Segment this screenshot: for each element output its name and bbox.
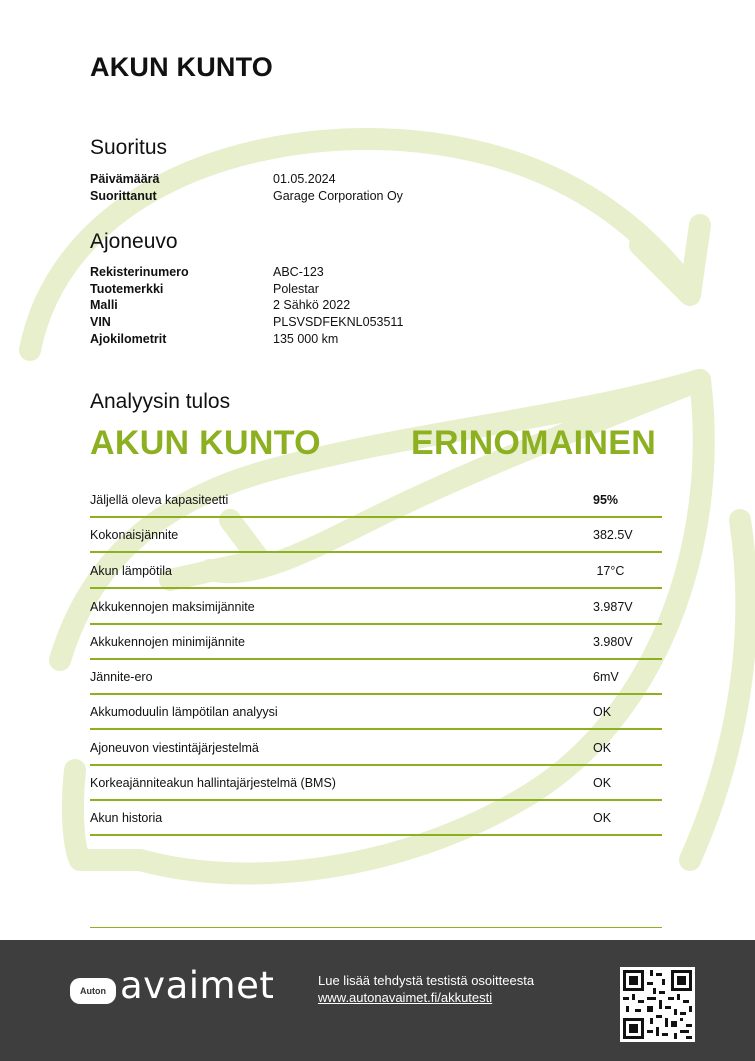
field-value: 135 000 km: [273, 332, 339, 346]
result-row-value: 6mV: [593, 670, 619, 684]
footer-link[interactable]: www.autonavaimet.fi/akkutesti: [318, 990, 493, 1005]
result-row-label: Jäljellä oleva kapasiteetti: [90, 493, 229, 507]
qr-code-icon: [620, 967, 695, 1042]
field-label: Ajokilometrit: [90, 332, 167, 346]
field-label: Malli: [90, 298, 118, 312]
result-row: [90, 625, 662, 660]
row-divider: [90, 587, 662, 589]
result-row-value: 382.5V: [593, 528, 633, 542]
logo-wordmark: avaimet: [120, 964, 275, 1007]
logo-badge: Auton: [70, 978, 116, 1004]
result-row-label: Akkukennojen minimijännite: [90, 635, 245, 649]
result-row-label: Akun historia: [90, 811, 163, 825]
result-row: [90, 660, 662, 695]
field-label: VIN: [90, 315, 111, 329]
bottom-divider: [90, 927, 662, 928]
result-value: ERINOMAINEN: [411, 424, 657, 462]
field-value: ABC-123: [273, 265, 324, 279]
result-row: [90, 483, 662, 518]
field-value: Garage Corporation Oy: [273, 189, 403, 203]
field-value: 2 Sähkö 2022: [273, 298, 351, 312]
result-row-value: 3.980V: [593, 635, 633, 649]
result-row-value: OK: [593, 705, 612, 719]
result-row-label: Ajoneuvon viestintäjärjestelmä: [90, 741, 259, 755]
result-row: [90, 695, 662, 730]
result-row: [90, 518, 662, 553]
page-title: AKUN KUNTO: [90, 52, 273, 82]
row-divider: [90, 551, 662, 553]
result-row-label: Akkumoduulin lämpötilan analyysi: [90, 705, 278, 719]
result-row: [90, 590, 662, 625]
field-label: Päivämäärä: [90, 172, 160, 186]
section-title-suoritus: Suoritus: [90, 136, 168, 159]
result-row-label: Akkukennojen maksimijännite: [90, 600, 255, 614]
field-value: 01.05.2024: [273, 172, 336, 186]
field-label: Rekisterinumero: [90, 265, 189, 279]
field-label: Suorittanut: [90, 189, 157, 203]
result-row-value: OK: [593, 811, 612, 825]
result-row: [90, 766, 662, 801]
footer-text: Lue lisää tehdystä testistä osoitteesta: [318, 973, 535, 988]
result-row-value: OK: [593, 741, 612, 755]
field-value: Polestar: [273, 282, 319, 296]
row-divider: [90, 728, 662, 730]
section-title-analyysi: Analyysin tulos: [90, 390, 231, 413]
result-row: [90, 554, 662, 589]
result-row-label: Akun lämpötila: [90, 564, 172, 578]
section-title-ajoneuvo: Ajoneuvo: [90, 230, 178, 253]
result-row-value: OK: [593, 776, 612, 790]
result-row: [90, 801, 662, 836]
result-row-value: 95%: [593, 493, 619, 507]
result-row-label: Korkeajänniteakun hallintajärjestelmä (BMS): [90, 776, 336, 790]
result-row: [90, 731, 662, 766]
row-divider: [90, 834, 662, 836]
field-label: Tuotemerkki: [90, 282, 164, 296]
footer: [0, 940, 755, 1061]
result-label: AKUN KUNTO: [90, 424, 321, 462]
result-row-value: 3.987V: [593, 600, 633, 614]
field-value: PLSVSDFEKNL053511: [273, 315, 404, 329]
result-row-value: 17°C: [593, 564, 625, 578]
result-row-label: Jännite-ero: [90, 670, 153, 684]
result-row-label: Kokonaisjännite: [90, 528, 179, 542]
